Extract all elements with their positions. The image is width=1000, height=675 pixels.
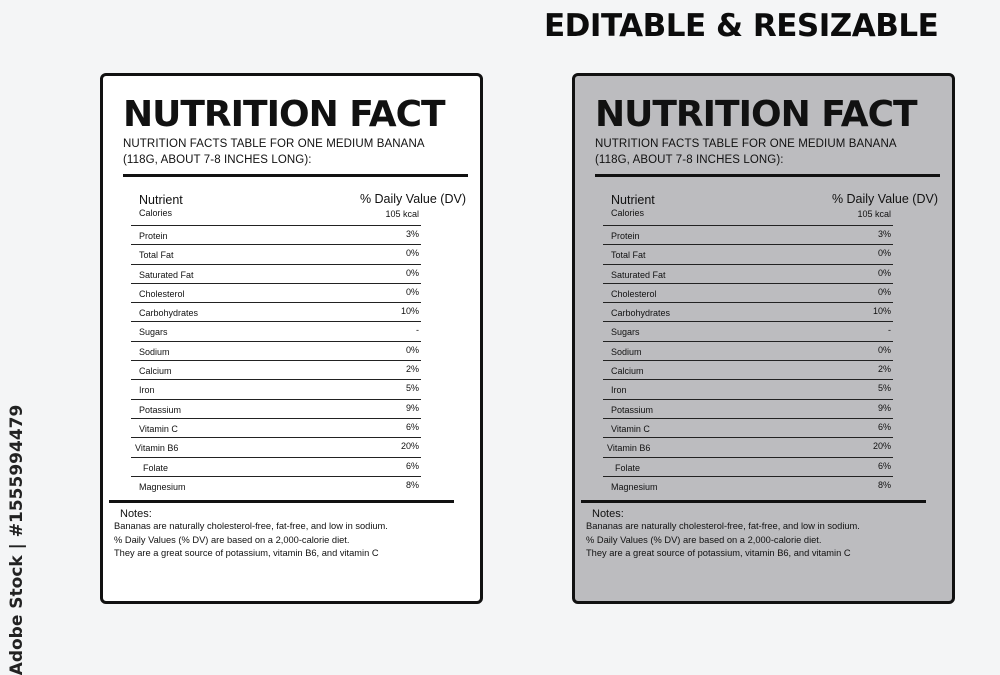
nutrient-name: Protein	[139, 231, 168, 241]
nutrient-name: Total Fat	[611, 250, 646, 261]
subtitle-line-2: (118G, ABOUT 7-8 INCHES LONG):	[595, 154, 784, 166]
table-row	[131, 226, 421, 245]
nutrient-value: -	[416, 325, 419, 336]
table-row	[131, 265, 421, 284]
table-row	[131, 245, 421, 264]
note-line: % Daily Values (% DV) are based on a 2,000-calorie diet.	[586, 534, 822, 545]
nutrient-value: 9%	[405, 402, 419, 413]
nutrient-name: Protein	[611, 231, 640, 241]
nutrient-value: 20%	[872, 441, 891, 452]
bottom-rule	[581, 500, 926, 503]
nutrient-name: Iron	[611, 385, 627, 396]
notes-title: Notes:	[592, 508, 624, 520]
watermark	[2, 404, 32, 675]
nutrient-value: 0%	[405, 286, 419, 297]
nutrient-value: 0%	[877, 344, 891, 355]
note-line: They are a great source of potassium, vitamin B6, and vitamin C	[586, 548, 851, 558]
table-row	[603, 245, 893, 264]
nutrient-name: Sodium	[139, 346, 170, 357]
nutrient-table	[603, 208, 893, 496]
table-row	[603, 438, 893, 457]
nutrient-value: 2%	[405, 364, 419, 375]
nutrient-value: 5%	[877, 383, 891, 394]
nutrient-value: 10%	[872, 306, 891, 317]
nutrient-value: 0%	[405, 267, 419, 278]
table-row	[603, 342, 893, 361]
notes	[586, 520, 946, 561]
nutrient-name: Iron	[139, 385, 155, 396]
headline: EDITABLE & RESIZABLE	[544, 8, 939, 44]
nutrition-label-grey	[572, 73, 955, 604]
nutrient-value: 3%	[405, 229, 419, 239]
table-row	[603, 400, 893, 419]
nutrient-name: Calories	[611, 208, 645, 218]
nutrient-value: 0%	[877, 267, 891, 278]
table-row	[131, 458, 421, 477]
watermark-text: Adobe Stock | #1555994479	[7, 404, 27, 675]
nutrient-name: Folate	[143, 462, 169, 473]
nutrient-name: Vitamin C	[611, 423, 650, 434]
nutrient-value: 6%	[877, 421, 891, 432]
nutrient-name: Carbohydrates	[139, 308, 199, 319]
label-subtitle	[595, 136, 935, 168]
nutrient-value: 2%	[877, 364, 891, 375]
nutrient-value: 9%	[877, 402, 891, 413]
note-line: Bananas are naturally cholesterol-free, fat-free, and low in sodium.	[586, 521, 860, 531]
table-row	[603, 380, 893, 399]
subtitle-line-1: NUTRITION FACTS TABLE FOR ONE MEDIUM BANANA	[595, 138, 897, 150]
note-line: % Daily Values (% DV) are based on a 2,000-calorie diet.	[114, 534, 350, 545]
label-title: NUTRITION FACT	[123, 94, 445, 135]
nutrient-name: Vitamin B6	[607, 443, 651, 454]
nutrition-label-white	[100, 73, 483, 604]
table-row	[603, 419, 893, 438]
table-row	[131, 380, 421, 399]
nutrient-value: 8%	[405, 479, 419, 490]
top-rule	[595, 174, 940, 177]
nutrient-value: 6%	[877, 460, 891, 471]
table-row	[603, 303, 893, 322]
table-row	[603, 361, 893, 380]
nutrient-name: Carbohydrates	[611, 308, 671, 319]
nutrient-value: 3%	[877, 229, 891, 239]
table-row	[131, 208, 421, 226]
top-rule	[123, 174, 468, 177]
nutrient-name: Total Fat	[139, 250, 174, 261]
table-row	[603, 284, 893, 303]
nutrient-name: Calories	[139, 208, 173, 218]
table-row	[131, 361, 421, 380]
nutrient-value: 8%	[877, 479, 891, 490]
label-title: NUTRITION FACT	[595, 94, 917, 135]
nutrient-value: 105 kcal	[385, 209, 419, 219]
table-row	[131, 322, 421, 341]
nutrient-value: 5%	[405, 383, 419, 394]
table-row	[131, 342, 421, 361]
nutrient-value: 105 kcal	[857, 209, 891, 219]
nutrient-name: Magnesium	[139, 481, 186, 492]
nutrient-value: 0%	[877, 248, 891, 259]
nutrient-value: 6%	[405, 421, 419, 432]
column-header-dv: % Daily Value (DV)	[831, 192, 938, 206]
nutrient-value: -	[888, 325, 891, 336]
nutrient-value: 10%	[400, 306, 419, 317]
table-row	[603, 208, 893, 226]
column-header-nutrient: Nutrient	[139, 193, 183, 207]
table-row	[603, 265, 893, 284]
bottom-rule	[109, 500, 454, 503]
table-row	[603, 226, 893, 245]
nutrient-name: Potassium	[611, 404, 654, 415]
notes	[114, 520, 474, 561]
nutrient-name: Potassium	[139, 404, 182, 415]
table-row	[603, 477, 893, 496]
notes-title: Notes:	[120, 508, 152, 520]
subtitle-line-1: NUTRITION FACTS TABLE FOR ONE MEDIUM BANANA	[123, 138, 425, 150]
nutrient-name: Sugars	[611, 327, 640, 338]
table-row	[131, 303, 421, 322]
table-row	[131, 477, 421, 496]
nutrient-name: Sugars	[139, 327, 168, 338]
column-header-dv: % Daily Value (DV)	[359, 192, 466, 206]
nutrient-name: Magnesium	[611, 481, 658, 492]
nutrient-value: 0%	[405, 344, 419, 355]
table-row	[603, 322, 893, 341]
note-line: Bananas are naturally cholesterol-free, fat-free, and low in sodium.	[114, 521, 388, 531]
nutrient-name: Vitamin B6	[135, 443, 179, 454]
nutrient-name: Saturated Fat	[139, 269, 194, 280]
nutrient-name: Calcium	[139, 366, 172, 377]
nutrient-name: Saturated Fat	[611, 269, 666, 280]
nutrient-name: Sodium	[611, 346, 642, 357]
nutrient-name: Cholesterol	[611, 288, 657, 299]
nutrient-name: Cholesterol	[139, 288, 185, 299]
table-row	[131, 419, 421, 438]
column-header-nutrient: Nutrient	[611, 193, 655, 207]
nutrient-name: Folate	[615, 462, 641, 473]
label-subtitle	[123, 136, 463, 168]
nutrient-table	[131, 208, 421, 496]
nutrient-value: 6%	[405, 460, 419, 471]
nutrient-value: 0%	[405, 248, 419, 259]
table-row	[131, 400, 421, 419]
nutrient-value: 20%	[400, 441, 419, 452]
nutrient-value: 0%	[877, 286, 891, 297]
subtitle-line-2: (118G, ABOUT 7-8 INCHES LONG):	[123, 154, 312, 166]
table-row	[131, 284, 421, 303]
nutrient-name: Calcium	[611, 366, 644, 377]
nutrient-name: Vitamin C	[139, 423, 178, 434]
table-row	[603, 458, 893, 477]
note-line: They are a great source of potassium, vitamin B6, and vitamin C	[114, 548, 379, 558]
table-row	[131, 438, 421, 457]
